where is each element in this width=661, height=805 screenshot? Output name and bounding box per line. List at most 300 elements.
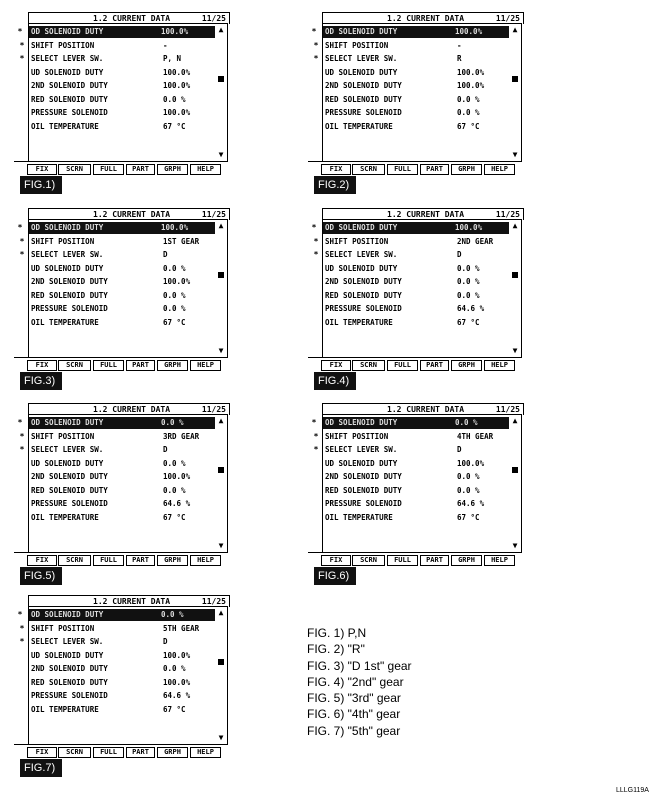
parameter-value: P, N — [163, 54, 182, 63]
fkey-full-button[interactable]: FULL — [387, 164, 418, 175]
data-row[interactable] — [31, 458, 213, 470]
scroll-up-icon[interactable]: ▲ — [218, 221, 224, 230]
fkey-help-button[interactable]: HELP — [484, 360, 515, 371]
legend-item: FIG. 3) "D 1st" gear — [307, 658, 412, 673]
selected-mark: * — [19, 250, 25, 259]
data-row[interactable] — [313, 431, 507, 443]
figure-label: FIG.5) — [20, 567, 62, 585]
parameter-name: 2ND SOLENOID DUTY — [325, 81, 402, 90]
parameter-name: SHIFT POSITION — [31, 431, 95, 441]
parameter-name: 2ND SOLENOID DUTY — [31, 81, 108, 90]
data-row[interactable] — [31, 263, 213, 275]
fkey-help-button[interactable]: HELP — [190, 555, 221, 566]
parameter-name: OD SOLENOID DUTY — [325, 27, 398, 36]
parameter-name: SELECT LEVER SW. — [325, 250, 398, 259]
fkey-grph-button[interactable]: GRPH — [451, 360, 482, 371]
parameter-name: UD SOLENOID DUTY — [325, 263, 398, 273]
parameter-name: SELECT LEVER SW. — [325, 445, 398, 454]
parameter-name: RED SOLENOID DUTY — [325, 94, 402, 104]
data-row[interactable] — [31, 690, 213, 702]
fkey-part-button[interactable]: PART — [126, 555, 155, 566]
data-row[interactable] — [311, 417, 509, 429]
screen-title: 1.2 CURRENT DATA — [387, 14, 465, 23]
scroll-up-icon[interactable]: ▲ — [512, 25, 518, 34]
parameter-value: 0.0 % — [163, 458, 186, 468]
screen-title: 1.2 CURRENT DATA — [387, 210, 465, 219]
data-row[interactable] — [311, 222, 509, 234]
figure-legend — [307, 625, 412, 739]
selected-mark: * — [311, 27, 317, 36]
scroll-down-icon[interactable]: ▼ — [512, 541, 518, 550]
scrollbar[interactable] — [215, 219, 228, 358]
parameter-name: OIL TEMPERATURE — [31, 704, 99, 714]
data-row[interactable] — [311, 26, 509, 38]
parameter-name: UD SOLENOID DUTY — [31, 458, 104, 468]
fkey-grph-button[interactable]: GRPH — [451, 164, 482, 175]
parameter-value: 100.0% — [163, 472, 191, 481]
parameter-name: SELECT LEVER SW. — [31, 250, 104, 259]
parameter-value: 100.0% — [161, 223, 189, 232]
parameter-value: D — [163, 250, 168, 259]
parameter-value: 67 °C — [163, 512, 186, 522]
data-row[interactable] — [325, 276, 507, 288]
fkey-scrn-button[interactable]: SCRN — [58, 360, 91, 371]
parameter-name: PRESSURE SOLENOID — [325, 304, 402, 313]
selected-mark: * — [19, 431, 25, 441]
fkey-fix-button[interactable]: FIX — [27, 747, 57, 758]
parameter-value: 0.0 % — [457, 263, 480, 273]
fkey-full-button[interactable]: FULL — [387, 360, 418, 371]
parameter-name: RED SOLENOID DUTY — [31, 485, 108, 495]
parameter-value: D — [457, 250, 462, 259]
fkey-part-button[interactable]: PART — [420, 164, 449, 175]
scrollbar[interactable] — [509, 219, 522, 358]
fkey-full-button[interactable]: FULL — [93, 747, 124, 758]
data-row[interactable] — [19, 431, 213, 443]
parameter-value: 2ND GEAR — [457, 236, 494, 246]
function-key-bar — [14, 357, 228, 371]
scroll-thumb[interactable] — [512, 76, 518, 82]
screen-title: 1.2 CURRENT DATA — [387, 405, 465, 414]
parameter-value: 1ST GEAR — [163, 236, 200, 246]
parameter-value: 100.0% — [457, 458, 485, 468]
parameter-value: - — [163, 40, 168, 50]
fkey-grph-button[interactable]: GRPH — [451, 555, 482, 566]
function-key-bar — [308, 161, 522, 175]
data-row[interactable] — [325, 107, 507, 119]
data-row[interactable] — [313, 40, 507, 52]
parameter-value: 64.6 % — [457, 499, 485, 508]
selected-mark: * — [313, 250, 319, 259]
selected-mark: * — [19, 54, 25, 63]
scroll-up-icon[interactable]: ▲ — [218, 25, 224, 34]
parameter-name: SHIFT POSITION — [325, 431, 389, 441]
data-row[interactable] — [19, 53, 213, 65]
legend-item: FIG. 4) "2nd" gear — [307, 674, 404, 689]
page-indicator: 11/25 — [201, 597, 226, 606]
scroll-up-icon[interactable]: ▲ — [512, 221, 518, 230]
screen-title: 1.2 CURRENT DATA — [93, 210, 171, 219]
data-row[interactable] — [31, 650, 213, 662]
parameter-value: 0.0 % — [163, 304, 186, 313]
data-row[interactable] — [325, 80, 507, 92]
function-key-bar — [14, 552, 228, 566]
parameter-name: 2ND SOLENOID DUTY — [325, 472, 402, 481]
data-row[interactable] — [313, 444, 507, 456]
data-list — [17, 414, 216, 553]
data-row[interactable] — [31, 94, 213, 106]
data-row[interactable] — [31, 677, 213, 689]
parameter-value: 0.0 % — [161, 418, 184, 427]
scan-tool-screen — [308, 208, 522, 371]
parameter-value: 64.6 % — [163, 691, 191, 700]
figure-label: FIG.6) — [314, 567, 356, 585]
figure-label: FIG.7) — [20, 759, 62, 777]
scan-tool-screen — [14, 403, 228, 566]
fkey-fix-button[interactable]: FIX — [27, 555, 57, 566]
legend-item: FIG. 5) "3rd" gear — [307, 691, 401, 706]
parameter-value: 64.6 % — [457, 304, 485, 313]
parameter-name: OIL TEMPERATURE — [31, 121, 99, 131]
parameter-name: RED SOLENOID DUTY — [325, 290, 402, 300]
figure-7 — [14, 595, 228, 780]
data-row[interactable] — [19, 444, 213, 456]
data-row[interactable] — [31, 704, 213, 716]
scroll-down-icon[interactable]: ▼ — [512, 346, 518, 355]
fkey-scrn-button[interactable]: SCRN — [352, 360, 385, 371]
scroll-up-icon[interactable]: ▲ — [512, 416, 518, 425]
data-row[interactable] — [17, 417, 215, 429]
page-indicator: 11/25 — [495, 210, 520, 219]
parameter-name: PRESSURE SOLENOID — [31, 108, 108, 117]
figure-label: FIG.4) — [314, 372, 356, 390]
parameter-value: 4TH GEAR — [457, 431, 494, 441]
data-row[interactable] — [313, 236, 507, 248]
legend-item: FIG. 6) "4th" gear — [307, 707, 401, 722]
parameter-value: 64.6 % — [163, 499, 191, 508]
data-row[interactable] — [325, 290, 507, 302]
parameter-name: RED SOLENOID DUTY — [31, 94, 108, 104]
data-row[interactable] — [31, 303, 213, 315]
fkey-grph-button[interactable]: GRPH — [157, 360, 188, 371]
data-row[interactable] — [31, 276, 213, 288]
data-row[interactable] — [325, 263, 507, 275]
parameter-value: 5TH GEAR — [163, 623, 200, 633]
parameter-value: 100.0% — [163, 650, 191, 660]
parameter-name: SELECT LEVER SW. — [31, 637, 104, 646]
function-key-bar — [308, 357, 522, 371]
data-list — [311, 219, 510, 358]
scan-tool-screen — [308, 12, 522, 175]
data-list — [17, 219, 216, 358]
scrollbar[interactable] — [215, 23, 228, 162]
scrollbar[interactable] — [509, 414, 522, 553]
parameter-name: UD SOLENOID DUTY — [31, 263, 104, 273]
data-row[interactable] — [325, 512, 507, 524]
fkey-grph-button[interactable]: GRPH — [157, 555, 188, 566]
scroll-up-icon[interactable]: ▲ — [218, 416, 224, 425]
scroll-thumb[interactable] — [512, 272, 518, 278]
selected-mark: * — [19, 40, 25, 50]
fkey-fix-button[interactable]: FIX — [321, 555, 351, 566]
parameter-name: SHIFT POSITION — [31, 623, 95, 633]
parameter-name: RED SOLENOID DUTY — [31, 290, 108, 300]
parameter-value: 67 °C — [163, 121, 186, 131]
fkey-help-button[interactable]: HELP — [484, 164, 515, 175]
parameter-value: 0.0 % — [163, 664, 186, 673]
selected-mark: * — [17, 610, 23, 619]
selected-mark: * — [313, 40, 319, 50]
page-indicator: 11/25 — [201, 210, 226, 219]
page-indicator: 11/25 — [201, 14, 226, 23]
selected-mark: * — [311, 223, 317, 232]
parameter-value: 3RD GEAR — [163, 431, 200, 441]
parameter-name: UD SOLENOID DUTY — [31, 67, 104, 77]
figure-3 — [14, 208, 228, 393]
data-row[interactable] — [31, 512, 213, 524]
selected-mark: * — [313, 445, 319, 454]
data-row[interactable] — [325, 317, 507, 329]
scroll-thumb[interactable] — [218, 659, 224, 665]
fkey-grph-button[interactable]: GRPH — [157, 164, 188, 175]
fkey-grph-button[interactable]: GRPH — [157, 747, 188, 758]
scroll-down-icon[interactable]: ▼ — [218, 150, 224, 159]
parameter-value: 0.0 % — [163, 485, 186, 495]
parameter-name: SHIFT POSITION — [31, 40, 95, 50]
data-row[interactable] — [31, 290, 213, 302]
parameter-value: 0.0 % — [457, 290, 480, 300]
scrollbar[interactable] — [215, 606, 228, 745]
scan-tool-screen — [308, 403, 522, 566]
data-row[interactable] — [31, 485, 213, 497]
parameter-name: OIL TEMPERATURE — [31, 317, 99, 327]
parameter-name: SELECT LEVER SW. — [31, 54, 104, 63]
figure-label: FIG.1) — [20, 176, 62, 194]
fkey-fix-button[interactable]: FIX — [27, 360, 57, 371]
screen-title: 1.2 CURRENT DATA — [93, 14, 171, 23]
data-row[interactable] — [325, 498, 507, 510]
selected-mark: * — [313, 54, 319, 63]
data-row[interactable] — [325, 303, 507, 315]
fkey-part-button[interactable]: PART — [420, 360, 449, 371]
fkey-fix-button[interactable]: FIX — [321, 164, 351, 175]
scroll-down-icon[interactable]: ▼ — [512, 150, 518, 159]
fkey-full-button[interactable]: FULL — [93, 555, 124, 566]
parameter-value: 67 °C — [163, 704, 186, 714]
page-indicator: 11/25 — [201, 405, 226, 414]
data-row[interactable] — [325, 458, 507, 470]
data-row[interactable] — [19, 636, 213, 648]
data-row[interactable] — [31, 121, 213, 133]
scroll-down-icon[interactable]: ▼ — [218, 541, 224, 550]
figure-5 — [14, 403, 228, 588]
fkey-fix-button[interactable]: FIX — [321, 360, 351, 371]
selected-mark: * — [19, 637, 25, 646]
scroll-thumb[interactable] — [512, 467, 518, 473]
selected-mark: * — [311, 418, 317, 427]
figure-label: FIG.2) — [314, 176, 356, 194]
parameter-name: OD SOLENOID DUTY — [31, 27, 104, 36]
fkey-part-button[interactable]: PART — [126, 164, 155, 175]
fkey-help-button[interactable]: HELP — [190, 360, 221, 371]
scan-tool-screen — [14, 208, 228, 371]
selected-mark: * — [19, 445, 25, 454]
parameter-value: D — [457, 445, 462, 454]
fkey-scrn-button[interactable]: SCRN — [352, 555, 385, 566]
parameter-value: 0.0 % — [457, 485, 480, 495]
selected-mark: * — [19, 623, 25, 633]
data-row[interactable] — [31, 663, 213, 675]
parameter-name: OIL TEMPERATURE — [325, 512, 393, 522]
parameter-name: OD SOLENOID DUTY — [325, 418, 398, 427]
parameter-value: 100.0% — [455, 223, 483, 232]
parameter-name: SELECT LEVER SW. — [325, 54, 398, 63]
data-row[interactable] — [19, 236, 213, 248]
parameter-value: 0.0 % — [455, 418, 478, 427]
fkey-full-button[interactable]: FULL — [93, 360, 124, 371]
function-key-bar — [14, 161, 228, 175]
parameter-name: PRESSURE SOLENOID — [31, 304, 108, 313]
parameter-value: 100.0% — [161, 27, 189, 36]
parameter-value: 0.0 % — [161, 610, 184, 619]
scroll-thumb[interactable] — [218, 272, 224, 278]
parameter-name: RED SOLENOID DUTY — [325, 485, 402, 495]
data-row[interactable] — [325, 471, 507, 483]
parameter-name: PRESSURE SOLENOID — [325, 108, 402, 117]
parameter-name: PRESSURE SOLENOID — [31, 499, 108, 508]
parameter-value: 0.0 % — [457, 94, 480, 104]
parameter-name: PRESSURE SOLENOID — [325, 499, 402, 508]
fkey-help-button[interactable]: HELP — [484, 555, 515, 566]
scroll-thumb[interactable] — [218, 76, 224, 82]
page-indicator: 11/25 — [495, 405, 520, 414]
scrollbar[interactable] — [215, 414, 228, 553]
fkey-scrn-button[interactable]: SCRN — [58, 747, 91, 758]
parameter-value: D — [163, 445, 168, 454]
data-row[interactable] — [19, 40, 213, 52]
parameter-name: 2ND SOLENOID DUTY — [31, 472, 108, 481]
parameter-value: 0.0 % — [457, 277, 480, 286]
image-code: LLLG119A — [616, 787, 649, 794]
parameter-value: 67 °C — [457, 317, 480, 327]
fkey-scrn-button[interactable]: SCRN — [58, 555, 91, 566]
scroll-down-icon[interactable]: ▼ — [218, 346, 224, 355]
parameter-value: 100.0% — [457, 81, 485, 90]
parameter-name: OIL TEMPERATURE — [325, 121, 393, 131]
data-row[interactable] — [325, 121, 507, 133]
data-row[interactable] — [31, 471, 213, 483]
fkey-scrn-button[interactable]: SCRN — [58, 164, 91, 175]
legend-item: FIG. 2) "R" — [307, 642, 365, 657]
fkey-fix-button[interactable]: FIX — [27, 164, 57, 175]
parameter-name: RED SOLENOID DUTY — [31, 677, 108, 687]
parameter-name: OIL TEMPERATURE — [325, 317, 393, 327]
page-indicator: 11/25 — [495, 14, 520, 23]
data-list — [311, 414, 510, 553]
parameter-name: UD SOLENOID DUTY — [325, 458, 398, 468]
fkey-full-button[interactable]: FULL — [387, 555, 418, 566]
figure-4 — [308, 208, 522, 393]
parameter-name: OD SOLENOID DUTY — [31, 610, 104, 619]
parameter-name: 2ND SOLENOID DUTY — [31, 664, 108, 673]
parameter-value: 67 °C — [457, 121, 480, 131]
selected-mark: * — [17, 223, 23, 232]
fkey-help-button[interactable]: HELP — [190, 747, 221, 758]
parameter-value: - — [457, 40, 462, 50]
data-row[interactable] — [17, 609, 215, 621]
data-row[interactable] — [19, 623, 213, 635]
data-list — [17, 23, 216, 162]
parameter-value: 0.0 % — [457, 108, 480, 117]
scroll-up-icon[interactable]: ▲ — [218, 608, 224, 617]
parameter-value: 0.0 % — [163, 290, 186, 300]
data-row[interactable] — [313, 53, 507, 65]
selected-mark: * — [17, 418, 23, 427]
parameter-value: D — [163, 637, 168, 646]
data-list — [311, 23, 510, 162]
screen-title: 1.2 CURRENT DATA — [93, 597, 171, 606]
parameter-value: 100.0% — [163, 81, 191, 90]
figure-6 — [308, 403, 522, 588]
parameter-value: 100.0% — [163, 67, 191, 77]
parameter-name: PRESSURE SOLENOID — [31, 691, 108, 700]
figure-2 — [308, 12, 522, 197]
fkey-help-button[interactable]: HELP — [190, 164, 221, 175]
scroll-down-icon[interactable]: ▼ — [218, 733, 224, 742]
data-row[interactable] — [31, 67, 213, 79]
parameter-name: OD SOLENOID DUTY — [325, 223, 398, 232]
fkey-part-button[interactable]: PART — [420, 555, 449, 566]
fkey-part-button[interactable]: PART — [126, 360, 155, 371]
figure-1 — [14, 12, 228, 197]
scan-tool-screen — [14, 595, 228, 758]
data-row[interactable] — [325, 94, 507, 106]
data-row[interactable] — [17, 26, 215, 38]
parameter-value: 100.0% — [163, 277, 191, 286]
data-row[interactable] — [19, 249, 213, 261]
parameter-name: 2ND SOLENOID DUTY — [31, 277, 108, 286]
scroll-thumb[interactable] — [218, 467, 224, 473]
legend-item: FIG. 1) P,N — [307, 626, 367, 640]
parameter-name: UD SOLENOID DUTY — [31, 650, 104, 660]
data-row[interactable] — [313, 249, 507, 261]
parameter-name: UD SOLENOID DUTY — [325, 67, 398, 77]
function-key-bar — [14, 744, 228, 758]
parameter-name: OD SOLENOID DUTY — [31, 223, 104, 232]
data-row[interactable] — [325, 485, 507, 497]
parameter-value: 100.0% — [163, 677, 191, 687]
data-row[interactable] — [325, 67, 507, 79]
scrollbar[interactable] — [509, 23, 522, 162]
screen-title: 1.2 CURRENT DATA — [93, 405, 171, 414]
data-row[interactable] — [31, 498, 213, 510]
parameter-name: OD SOLENOID DUTY — [31, 418, 104, 427]
function-key-bar — [308, 552, 522, 566]
data-row[interactable] — [31, 317, 213, 329]
parameter-value: 0.0 % — [457, 472, 480, 481]
fkey-scrn-button[interactable]: SCRN — [352, 164, 385, 175]
fkey-part-button[interactable]: PART — [126, 747, 155, 758]
parameter-name: SHIFT POSITION — [325, 236, 389, 246]
data-row[interactable] — [31, 80, 213, 92]
fkey-full-button[interactable]: FULL — [93, 164, 124, 175]
data-row[interactable] — [31, 107, 213, 119]
data-row[interactable] — [17, 222, 215, 234]
parameter-name: SELECT LEVER SW. — [31, 445, 104, 454]
parameter-value: 100.0% — [457, 67, 485, 77]
parameter-name: OIL TEMPERATURE — [31, 512, 99, 522]
parameter-value: 100.0% — [455, 27, 483, 36]
